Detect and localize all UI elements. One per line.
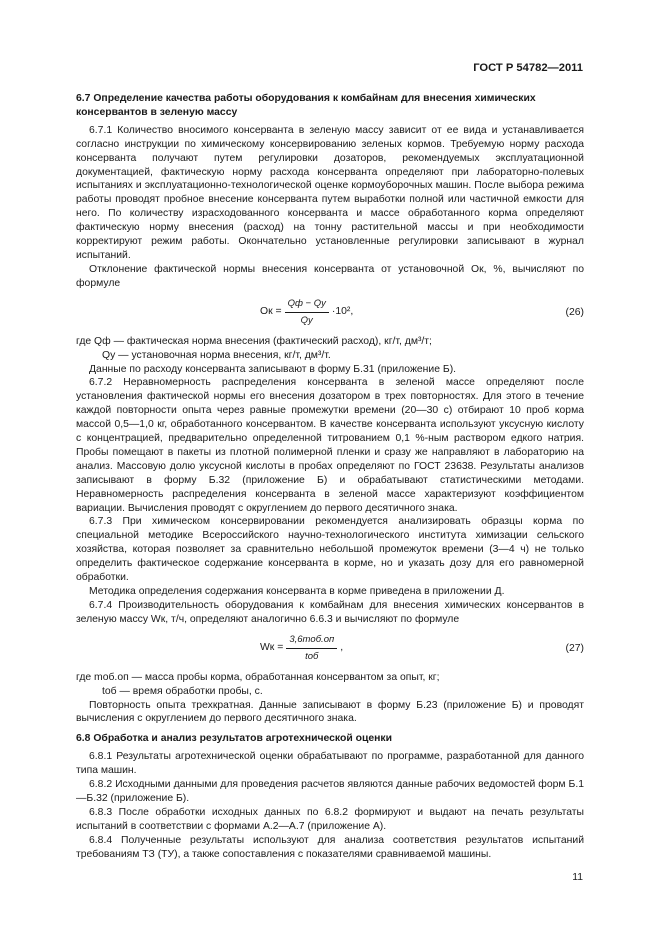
formula-26-fraction [285, 297, 329, 328]
formula-27-denominator: tоб [305, 650, 319, 662]
formula-26 [76, 293, 584, 333]
formula-27 [76, 629, 584, 669]
paragraph-6-7-3: 6.7.3 При химическом консервировании рекомендуется анализировать образцы корма по специальной методике Всероссийского научно-технологического института химизации сельского хозяйства, которая позволяет за сравнительно небольшой промежуток времени (3—4 ч) не только определить фактическое содержание консерванта в корме, но и указать дозу для его равномерной обработки. [76, 516, 584, 584]
where-q-set: Qу — установочная норма внесения, кг/т, дм³/т. [102, 349, 331, 361]
formula-26-lhs: Oк = [260, 306, 282, 318]
where-t-time: tоб — время обработки пробы, с. [102, 685, 263, 697]
formula-27-fraction [286, 633, 337, 664]
page-number: 11 [572, 872, 583, 883]
paragraph-6-7-4: 6.7.4 Производительность оборудования к комбайнам для внесения химических консервантов в зеленую массу Wк, т/ч, определяют аналогично 6.6.3 и вычисляют по формуле [76, 599, 584, 625]
paragraph-deviation-intro: Отклонение фактической нормы внесения консерванта от установочной Oк, %, вычисляют по формуле [76, 263, 584, 289]
formula-26-number: (26) [565, 306, 584, 318]
paragraph-6-7-2: 6.7.2 Неравномерность распределения консерванта в зеленой массе определяют после установления фактической нормы его внесения дозатором в трех повторностях. Для этого в течение каждой повторности опыта через равные промежутки времени (20—30 с) отбирают 10 проб корма массой 0,5—1,0 кг, обработанного консервантом. В качестве консерванта используют уксусную кислоту с концентрацией, предварительно определенной титрованием 0,1 %-ным раствором едкого натрия. Пробы помещают в пакеты из плотной полимерной пленки и сразу же направляют в лабораторию на анализ. Массовую долю уксусной кислоты в пробах определяют по ГОСТ 23638. Результаты анализов записывают в форму Б.32 (приложение Б) и обрабатывают статистическими методами. Неравномерность распределения консерванта в зеленой массе характеризуют коэффициентом вариации. Вычисления проводят с округлением до первого десятичного знака. [76, 377, 584, 514]
paragraph-6-8-1: 6.8.1 Результаты агротехнической оценки обрабатывают по программе, разработанной для данного типа машин. [76, 751, 584, 777]
document-code: ГОСТ Р 54782—2011 [473, 62, 583, 74]
paragraph-6-8-4: 6.8.4 Полученные результаты используют для анализа соответствия результатов испытаний требованиям ТЗ (ТУ), а также сопоставления с показателями сравниваемой машины. [76, 834, 584, 860]
page-content [76, 92, 584, 862]
section-6-7-heading: 6.7 Определение качества работы оборудования к комбайнам для внесения химических консервантов в зеленую массу [76, 93, 536, 118]
where-q-fact: где Qф — фактическая норма внесения (фактический расход), кг/т, дм³/т; [76, 335, 432, 347]
paragraph-6-7-1: 6.7.1 Количество вносимого консерванта в зеленую массу зависит от ее вида и устанавливается согласно инструкции по химическому консервированию зеленых кормов. Требуемую норму расхода консерванта получают путем регулировки дозаторов, рекомендуемых эксплуатационной документацией, фактическую норму расхода консерванта определяют при лабораторно-полевых испытаниях и эксплуатационно-технологической оценке кормоуборочных машин. После выбора режима работы проводят пробное внесение консерванта путем выработки полной или частичной емкости для него. По количеству израсходованного консерванта и массе обработанного корма определяют фактическую норму внесения (расход) на тонну растительной массы и при необходимости корректируют режим работы. Окончательно установленные регулировки записывают в журнал испытаний. [76, 124, 584, 261]
formula-26-tail: ·10², [331, 306, 354, 318]
formula-26-numerator: Qф − Qу [285, 297, 329, 313]
paragraph-form-b31: Данные по расходу консерванта записывают в форму Б.31 (приложение Б). [89, 363, 457, 375]
formula-27-tail: , [340, 642, 344, 654]
section-6-8-heading: 6.8 Обработка и анализ результатов агротехнической оценки [76, 733, 392, 745]
formula-26-denominator: Qу [300, 314, 313, 326]
paragraph-method-appendix: Методика определения содержания консерванта в корме приведена в приложении Д. [89, 586, 505, 597]
paragraph-6-8-3: 6.8.3 После обработки исходных данных по 6.8.2 формируют и выдают на печать результаты испытаний в соответствии с формами А.2—А.7 (приложение А). [76, 806, 584, 832]
formula-27-lhs: Wк = [260, 642, 284, 654]
where-m-sample: где mоб.оп — масса пробы корма, обработанная консервантом за опыт, кг; [76, 671, 440, 683]
formula-27-number: (27) [565, 642, 584, 654]
paragraph-repetition: Повторность опыта трехкратная. Данные записывают в форму Б.23 (приложение Б) и проводят вычисления с округлением до первого десятичного знака. [76, 699, 584, 725]
formula-27-numerator: 3,6mоб.оп [286, 633, 337, 649]
paragraph-6-8-2: 6.8.2 Исходными данными для проведения расчетов являются данные рабочих ведомостей форм Б.1—Б.32 (приложение Б). [76, 779, 584, 804]
